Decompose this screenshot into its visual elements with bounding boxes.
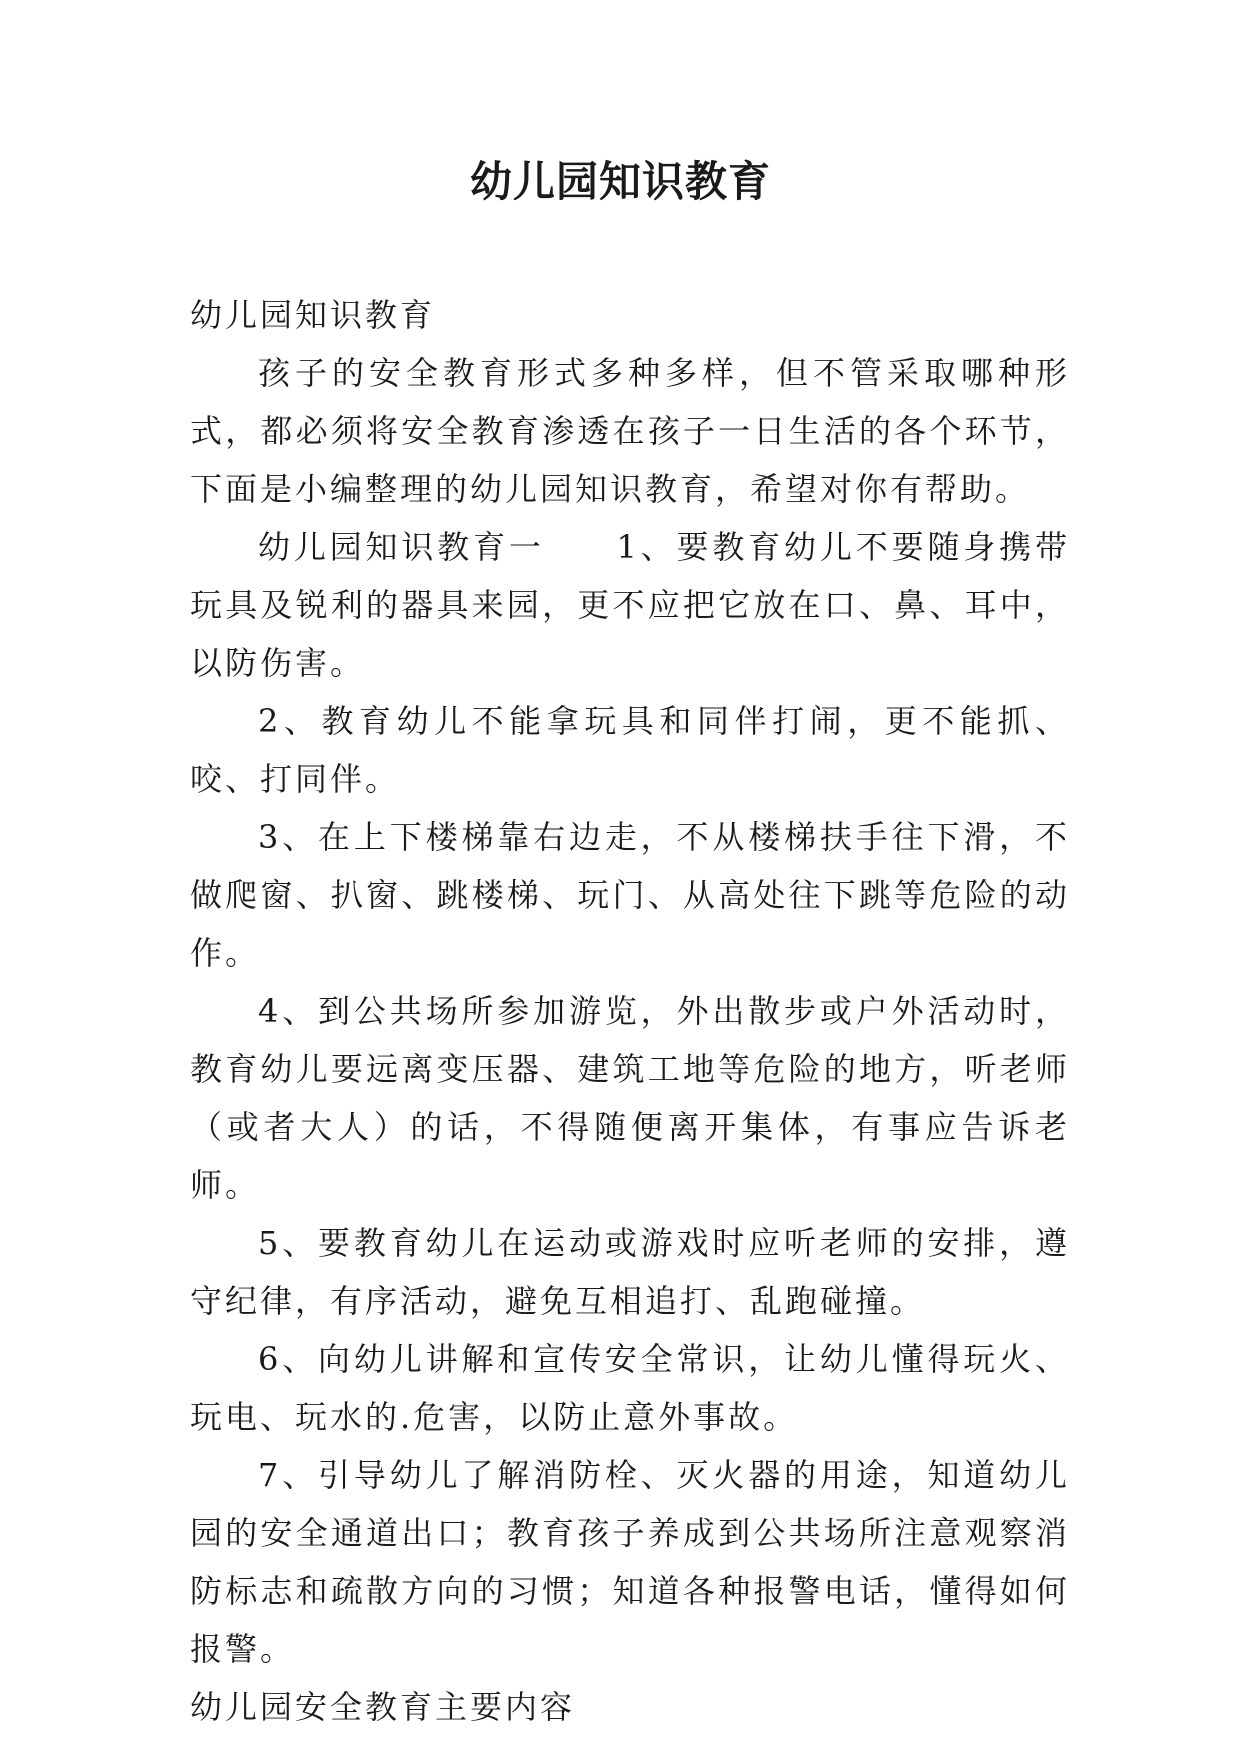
paragraph-intro: 孩子的安全教育形式多种多样，但不管采取哪种形式，都必须将安全教育渗透在孩子一日生活的各个环节，下面是小编整理的幼儿园知识教育，希望对你有帮助。 [190,354,1070,508]
paragraph-subheading: 幼儿园安全教育主要内容 [190,1688,576,1726]
paragraph-heading: 幼儿园知识教育 [190,296,436,334]
paragraph-item-6: 6、向幼儿讲解和宣传安全常识，让幼儿懂得玩火、玩电、玩水的.危害，以防止意外事故。 [190,1340,1070,1436]
paragraph-item-3: 3、在上下楼梯靠右边走，不从楼梯扶手往下滑，不做爬窗、扒窗、跳楼梯、玩门、从高处往下跳等危险的动作。 [190,818,1070,972]
document-body [190,286,1070,1736]
paragraph-item-1: 幼儿园知识教育一 1、要教育幼儿不要随身携带玩具及锐利的器具来园，更不应把它放在口、鼻、耳中，以防伤害。 [190,528,1070,682]
paragraph-item-5: 5、要教育幼儿在运动或游戏时应听老师的安排，遵守纪律，有序活动，避免互相追打、乱跑碰撞。 [190,1224,1070,1320]
paragraph-item-2: 2、教育幼儿不能拿玩具和同伴打闹，更不能抓、咬、打同伴。 [190,702,1070,798]
paragraph-item-4: 4、到公共场所参加游览，外出散步或户外活动时，教育幼儿要远离变压器、建筑工地等危险的地方，听老师（或者大人）的话，不得随便离开集体，有事应告诉老师。 [190,992,1070,1204]
page-title: 幼儿园知识教育 [469,157,771,206]
paragraph-item-7: 7、引导幼儿了解消防栓、灭火器的用途，知道幼儿园的安全通道出口；教育孩子养成到公共场所注意观察消防标志和疏散方向的习惯；知道各种报警电话，懂得如何报警。 [190,1456,1070,1668]
